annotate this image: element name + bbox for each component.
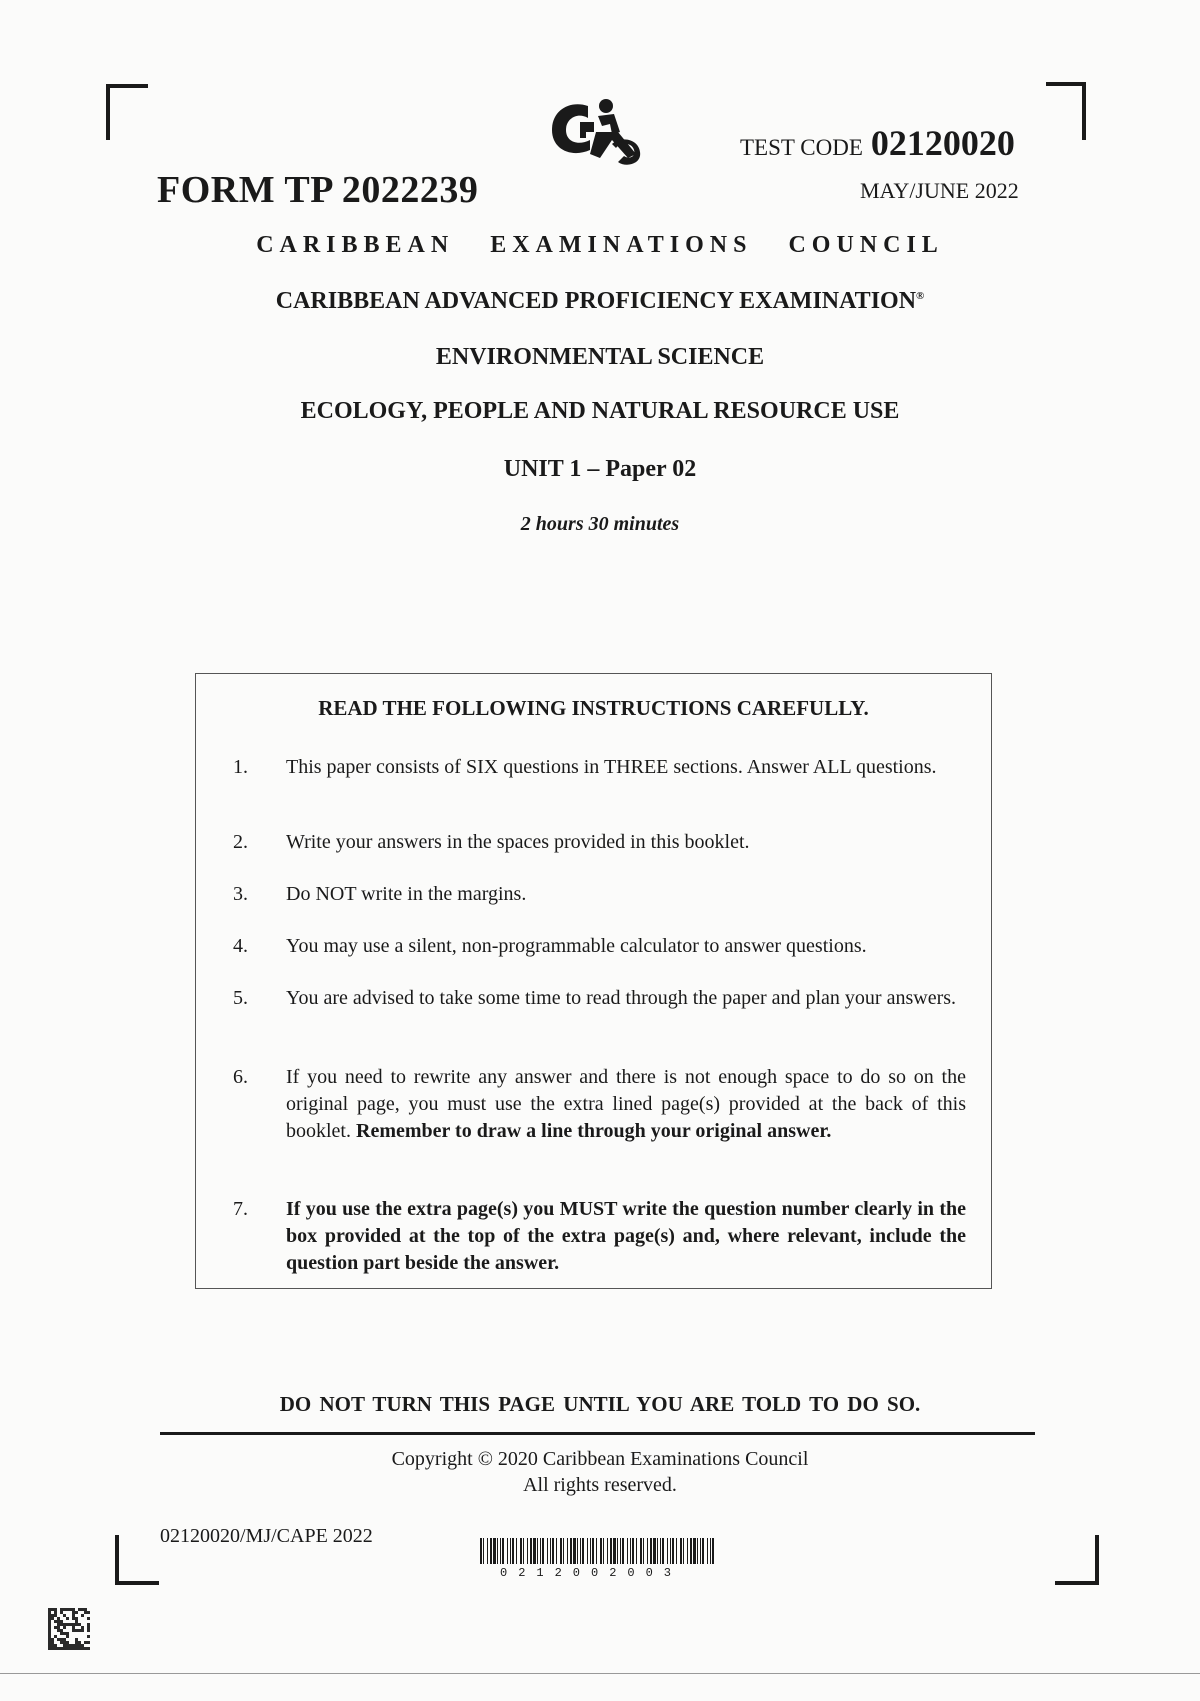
exam-name xyxy=(0,288,1200,315)
instruction-text: You may use a silent, non-programmable calculator to answer questions. xyxy=(286,935,867,957)
instruction-text: Write your answers in the spaces provided in this booklet. xyxy=(286,831,750,853)
instruction-text-emphasis: If you use the extra page(s) you MUST write the question number clearly in the box provided at the top of the extra page(s) and, where relevant, include the question part beside the answer. xyxy=(286,1198,966,1274)
instruction-number: 5. xyxy=(233,987,248,1009)
barcode-digits: 0212002003 xyxy=(500,1566,683,1580)
subject-title: ENVIRONMENTAL SCIENCE xyxy=(435,344,765,370)
footer-divider xyxy=(160,1432,1035,1435)
instruction-text xyxy=(286,1064,966,1145)
registration-mark-top-left xyxy=(106,84,148,140)
instruction-text-plain: If you need to rewrite any answer and there is not enough space to do so on the original page, you must use the extra lined page(s) provided at the back of this booklet. xyxy=(286,1066,966,1142)
instruction-number: 3. xyxy=(233,883,248,905)
do-not-turn-warning: DO NOT TURN THIS PAGE UNTIL YOU ARE TOLD TO DO SO. xyxy=(279,1392,921,1416)
instruction-text: You are advised to take some time to read through the paper and plan your answers. xyxy=(286,987,957,1009)
exam-session: MAY/JUNE 2022 xyxy=(860,178,1019,203)
registration-mark-bottom-left xyxy=(115,1535,159,1585)
copyright-line: Copyright © 2020 Caribbean Examinations Council xyxy=(391,1448,809,1470)
instruction-number: 4. xyxy=(233,935,248,957)
council-name: CARIBBEAN EXAMINATIONS COUNCIL xyxy=(256,232,944,258)
form-code: FORM TP 2022239 xyxy=(157,169,479,211)
rights-line: All rights reserved. xyxy=(523,1474,677,1496)
duration: 2 hours 30 minutes xyxy=(520,513,680,535)
instruction-text: This paper consists of SIX questions in THREE sections. Answer ALL questions. xyxy=(286,756,937,778)
instructions-box xyxy=(195,673,992,1289)
instruction-text-emphasis: Remember to draw a line through your original answer. xyxy=(356,1120,832,1142)
paper-code: 02120020/MJ/CAPE 2022 xyxy=(160,1525,373,1547)
instruction-number: 2. xyxy=(233,831,248,853)
exam-name-text: CARIBBEAN ADVANCED PROFICIENCY EXAMINATION xyxy=(275,288,917,314)
instruction-text: Do NOT write in the margins. xyxy=(286,883,527,905)
datamatrix-code-icon xyxy=(48,1608,90,1650)
unit-paper: UNIT 1 – Paper 02 xyxy=(503,456,697,482)
instruction-number: 6. xyxy=(233,1066,248,1088)
barcode-icon xyxy=(480,1538,716,1564)
page-bottom-edge xyxy=(0,1673,1200,1674)
module-title: ECOLOGY, PEOPLE AND NATURAL RESOURCE USE xyxy=(300,398,900,424)
instructions-heading: READ THE FOLLOWING INSTRUCTIONS CAREFULLY. xyxy=(318,696,869,720)
cxc-logo-icon xyxy=(540,92,650,172)
instruction-number: 1. xyxy=(233,756,248,778)
registration-mark-bottom-right xyxy=(1055,1535,1099,1585)
test-code-value: 02120020 xyxy=(870,123,1015,163)
test-code-label: TEST CODE xyxy=(740,135,863,160)
instruction-text xyxy=(286,1196,966,1277)
test-code xyxy=(740,122,1015,164)
instruction-number: 7. xyxy=(233,1198,248,1220)
registered-mark: ® xyxy=(916,290,925,302)
registration-mark-top-right xyxy=(1046,82,1086,140)
